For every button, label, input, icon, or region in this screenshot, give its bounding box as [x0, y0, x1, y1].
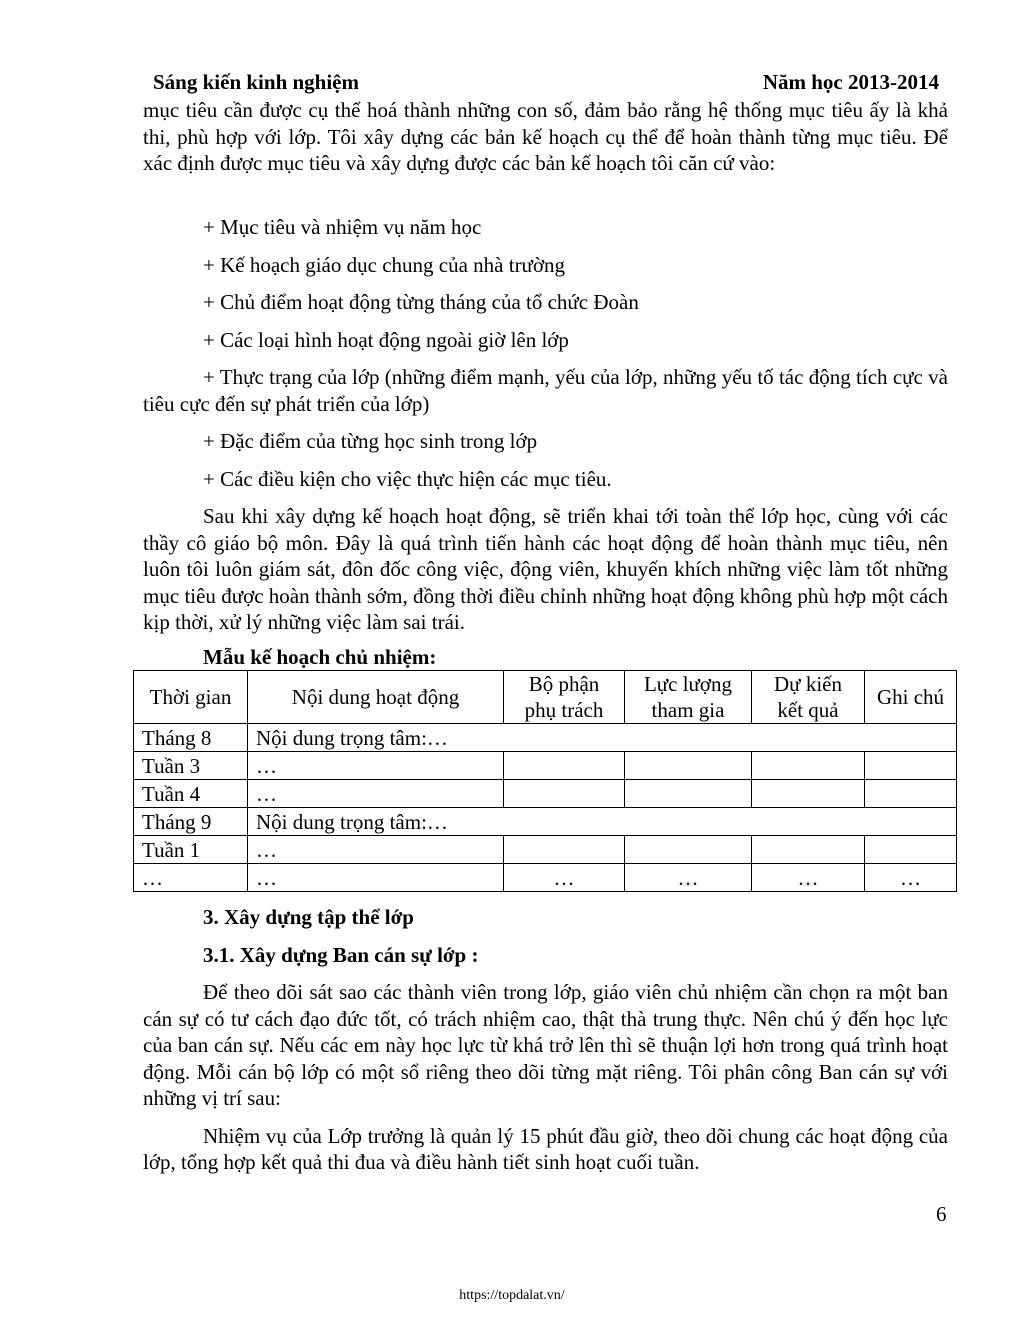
table-row: [134, 724, 957, 752]
table-row: [134, 752, 957, 780]
time-cell: Tháng 9: [134, 808, 248, 836]
time-cell: Tuần 4: [134, 780, 248, 808]
page-number: 6: [936, 1202, 947, 1226]
content-cell: …: [248, 752, 504, 780]
class-leader-paragraph: Nhiệm vụ của Lớp trưởng là quản lý 15 phút đầu giờ, theo dõi chung các hoạt động của lớp, tổng hợp kết quả thi đua và điều hành tiết sinh hoạt cuối tuần.: [143, 1123, 948, 1174]
implementation-paragraph: Sau khi xây dựng kế hoạch hoạt động, sẽ triển khai tới toàn thể lớp học, cùng với các thầy cô giáo bộ môn. Đây là quá trình tiến hành các hoạt động để hoàn thành mục tiêu, nên luôn tôi luôn giám sát, đôn đốc công việc, động viên, khuyến khích những việc làm tốt những mục tiêu được hoàn thành sớm, đồng thời điều chỉnh những hoạt động không phù hợp một cách kịp thời, xử lý những việc làm sai trái.: [143, 504, 948, 634]
empty-cell: [752, 752, 865, 780]
page-body: [143, 97, 948, 1176]
bullet-item: + Đặc điểm của từng học sinh trong lớp: [203, 429, 538, 453]
header-cell: Dự kiến kết quả: [752, 671, 865, 724]
table-header-row: [134, 671, 957, 724]
empty-cell: [752, 836, 865, 864]
table-title: Mẫu kế hoạch chủ nhiệm:: [203, 644, 437, 669]
time-cell: Tuần 1: [134, 836, 248, 864]
bullet-item: + Chủ điểm hoạt động từng tháng của tổ chức Đoàn: [203, 290, 639, 314]
content-cell: …: [248, 780, 504, 808]
table-row: [134, 808, 957, 836]
table-cell: …: [625, 864, 752, 892]
empty-cell: [865, 752, 957, 780]
intro-paragraph: mục tiêu cần được cụ thể hoá thành những con số, đảm bảo rằng hệ thống mục tiêu ấy là khả thi, phù hợp với lớp. Tôi xây dựng các bản kế hoạch cụ thể để hoàn thành từng mục tiêu. Để xác định được mục tiêu và xây dựng được các bản kế hoạch tôi căn cứ vào:: [143, 98, 948, 175]
empty-cell: [625, 752, 752, 780]
empty-cell: [625, 836, 752, 864]
time-cell: Tuần 3: [134, 752, 248, 780]
header-cell: Nội dung hoạt động: [248, 671, 504, 724]
empty-cell: [504, 780, 625, 808]
empty-cell: [504, 752, 625, 780]
empty-cell: [504, 836, 625, 864]
subsection-heading: 3.1. Xây dựng Ban cán sự lớp :: [203, 942, 479, 967]
table-cell: …: [865, 864, 957, 892]
table-row: [134, 836, 957, 864]
header-cell: Bộ phận phụ trách: [504, 671, 625, 724]
content-cell: …: [248, 864, 504, 892]
empty-cell: [865, 836, 957, 864]
bullet-item: + Kế hoạch giáo dục chung của nhà trường: [203, 252, 566, 277]
content-cell: Nội dung trọng tâm:…: [248, 724, 957, 752]
empty-cell: [865, 780, 957, 808]
time-cell: Tháng 8: [134, 724, 248, 752]
empty-cell: [625, 780, 752, 808]
content-cell: …: [248, 836, 504, 864]
footer-url: https://topdalat.vn/: [459, 1288, 565, 1303]
class-committee-paragraph: Để theo dõi sát sao các thành viên trong lớp, giáo viên chủ nhiệm cần chọn ra một ban cán sự có tư cách đạo đức tốt, có trách nhiệm cao, thật thà trung thực. Nên chú ý đến học lực của ban cán sự. Nếu các em này học lực từ khá trở lên thì sẽ thuận lợi hơn trong quá trình hoạt động. Mỗi cán bộ lớp có một sổ riêng theo dõi từng mặt riêng. Tôi phân công Ban cán sự với những vị trí sau:: [143, 980, 948, 1110]
header-cell: Lực lượng tham gia: [625, 671, 752, 724]
bullet-item: + Các loại hình hoạt động ngoài giờ lên lớp: [203, 327, 569, 352]
bullet-item: + Mục tiêu và nhiệm vụ năm học: [203, 215, 482, 239]
header-title: Sáng kiến kinh nghiệm: [153, 70, 360, 94]
header-cell: Ghi chú: [865, 671, 957, 724]
empty-cell: [752, 780, 865, 808]
plan-table: [133, 670, 957, 892]
bullet-item: + Các điều kiện cho việc thực hiện các mục tiêu.: [203, 466, 612, 491]
table-row: [134, 864, 957, 892]
content-cell: Nội dung trọng tâm:…: [248, 808, 957, 836]
time-cell: …: [134, 864, 248, 892]
table-cell: …: [752, 864, 865, 892]
bullet-item: + Thực trạng của lớp (những điểm mạnh, yếu của lớp, những yếu tố tác động tích cực và tiêu cực đến sự phát triển của lớp): [143, 365, 948, 416]
header-cell: Thời gian: [134, 671, 248, 724]
page-header: [153, 70, 939, 98]
table-cell: …: [504, 864, 625, 892]
header-school-year: Năm học 2013-2014: [762, 70, 939, 94]
table-row: [134, 780, 957, 808]
section-heading: 3. Xây dựng tập thể lớp: [203, 905, 414, 929]
